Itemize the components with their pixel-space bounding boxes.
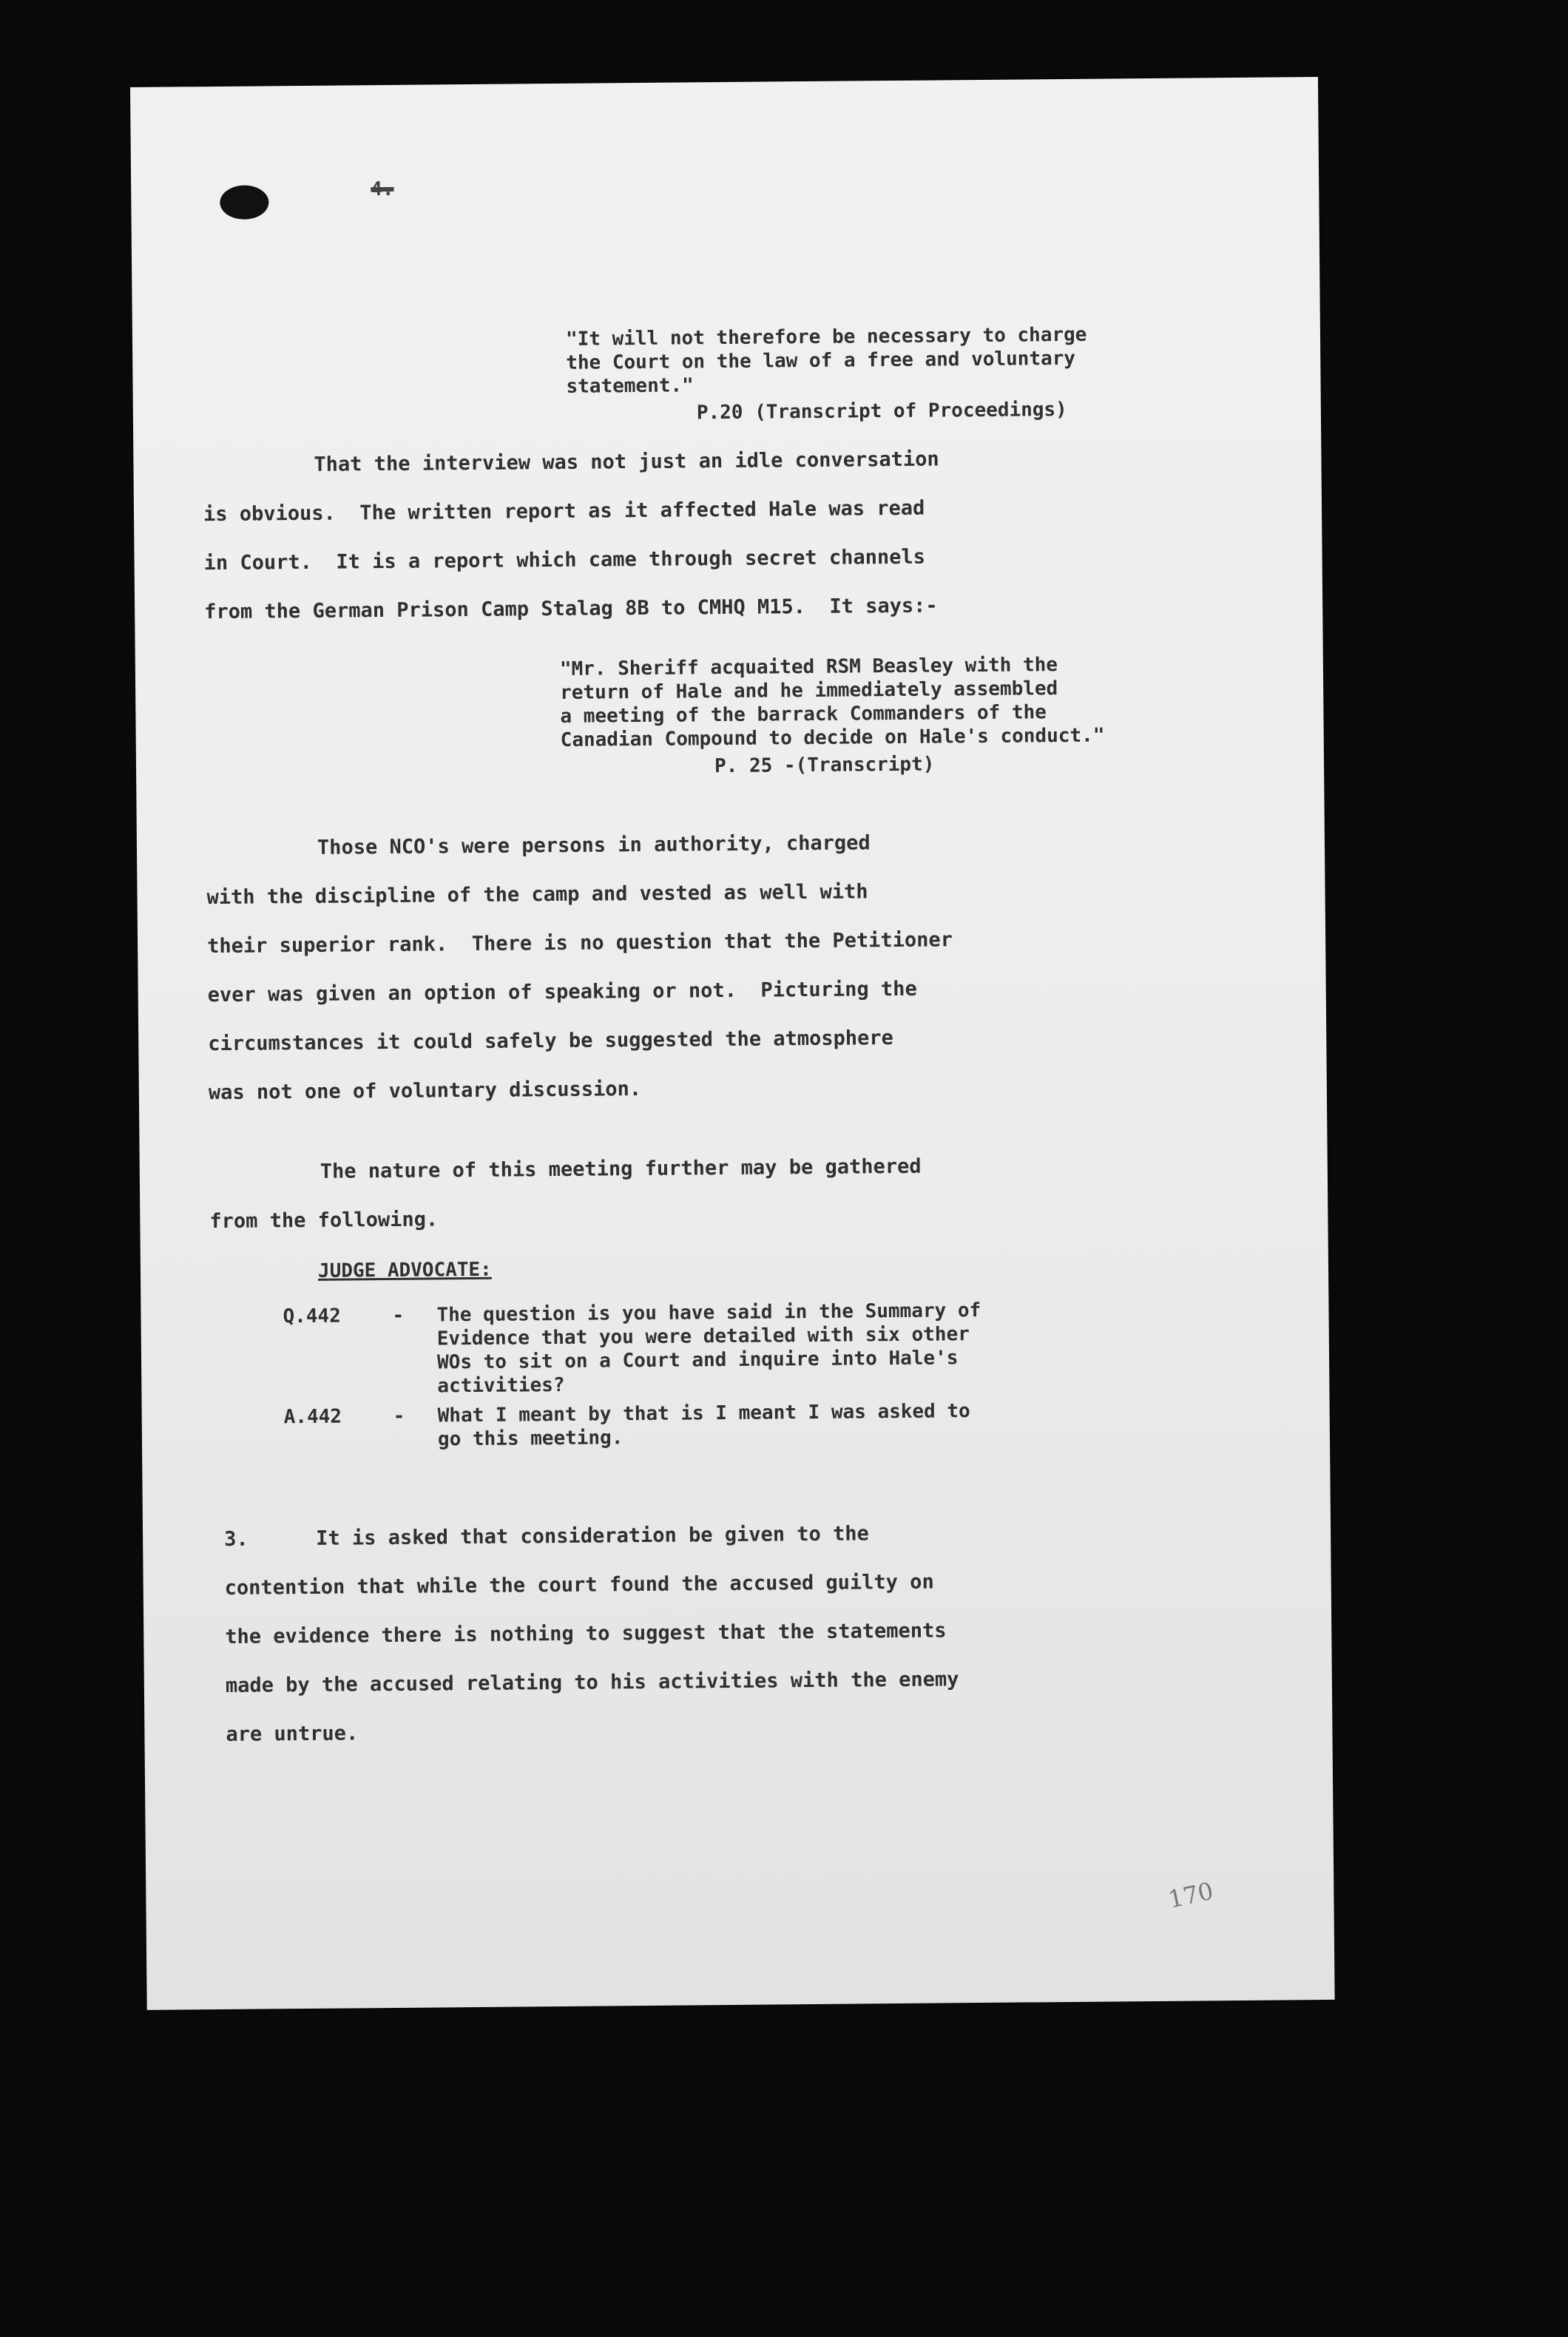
answer-number: A.442 xyxy=(283,1405,342,1429)
question-dash: - xyxy=(392,1304,405,1327)
document-page xyxy=(130,77,1335,2010)
question-text: The question is you have said in the Summary of Evidence that you were detailed with six other WOs to sit on a Court and inquire into Hale's activities? xyxy=(436,1299,981,1398)
page-number: 4. xyxy=(371,177,394,201)
paragraph-consideration: It is asked that consideration be given to the contention that while the court found the accused guilty on the evidence there is nothing to suggest that the statements made by the accused relating to his activities with the enemy are untrue. xyxy=(224,1522,959,1746)
paragraph-interview: That the interview was not just an idle conversation is obvious. The written report as it affected Hale was read in Court. It is a report which came through secret channels from the German Prison Camp Stalag 8B to CMHQ M15. It says:- xyxy=(203,447,939,624)
paragraph-nco-authority: Those NCO's were persons in authority, charged with the discipline of the camp and vested as well with their superior rank. There is no question that the Petitioner ever was given an option of speaking or not. Picturing the circumstances it could safely be suggested the atmosphere was not one of voluntary discussion. xyxy=(206,831,953,1105)
paragraph-meeting-nature: The nature of this meeting further may be gathered from the following. xyxy=(209,1154,922,1234)
answer-dash: - xyxy=(393,1404,405,1427)
handwritten-margin-mark: 170 xyxy=(1165,1876,1216,1914)
answer-text: What I meant by that is I meant I was asked to go this meeting. xyxy=(437,1400,970,1451)
quote-court-charge: "It will not therefore be necessary to charge the Court on the law of a free and voluntary statement." xyxy=(565,323,1087,398)
judge-advocate-heading: JUDGE ADVOCATE: xyxy=(317,1258,492,1282)
quote-sheriff-report: "Mr. Sheriff acquaited RSM Beasley with the return of Hale and he immediately assembled a meeting of the barrack Commanders of the Canadian Compound to decide on Hale's conduct." xyxy=(559,654,1105,751)
ink-blot-mark xyxy=(220,185,268,220)
quote-citation-p25: P. 25 -(Transcript) xyxy=(714,753,935,778)
quote-citation-p20: P.20 (Transcript of Proceedings) xyxy=(696,398,1067,425)
question-number: Q.442 xyxy=(283,1305,341,1328)
section-3-number: 3. xyxy=(224,1527,249,1551)
